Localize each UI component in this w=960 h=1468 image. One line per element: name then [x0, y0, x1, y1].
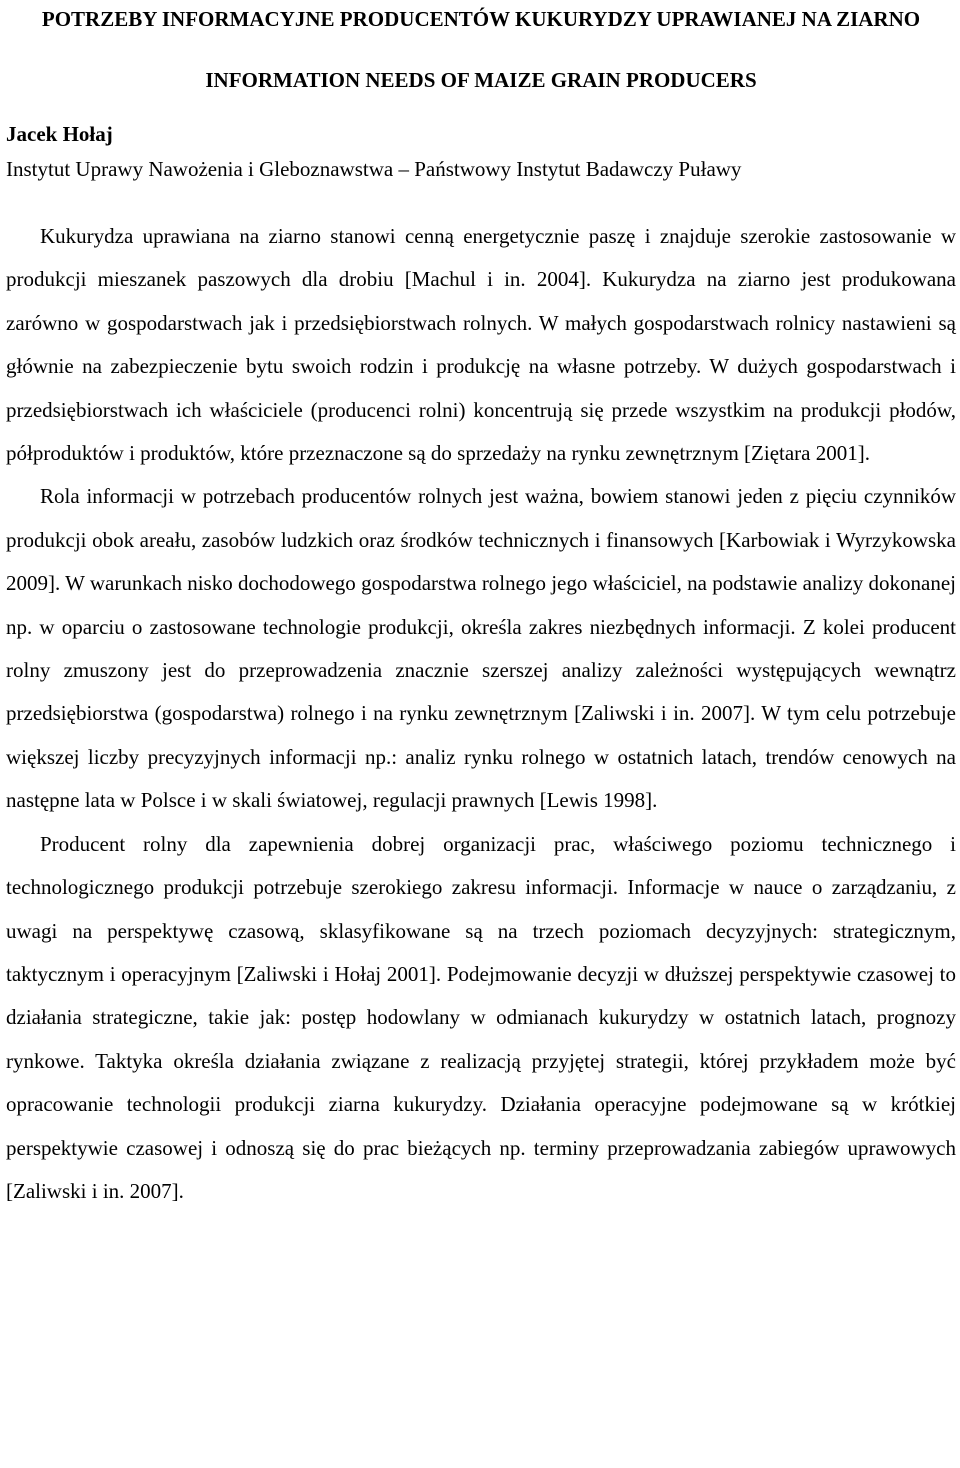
document-page: [6, 0, 956, 1213]
title-english: INFORMATION NEEDS OF MAIZE GRAIN PRODUCERS: [205, 68, 757, 92]
article-body: [6, 215, 956, 1213]
paragraph-1: Kukurydza uprawiana na ziarno stanowi cenną energetycznie paszę i znajduje szerokie zastosowanie w produkcji mieszanek paszowych dla drobiu [Machul i in. 2004]. Kukurydza na ziarno jest produkowana zarówno w gospodarstwach jak i przedsiębiorstwach rolnych. W małych gospodarstwach rolnicy nastawieni są głównie na zabezpieczenie bytu swoich rodzin i produkcję na własne potrzeby. W dużych gospodarstwach i przedsiębiorstwach ich właściciele (producenci rolni) koncentrują się przede wszystkim na produkcji płodów, półproduktów i produktów, które przeznaczone są do sprzedaży na rynku zewnętrznym [Ziętara 2001].: [6, 224, 956, 466]
title-polish: POTRZEBY INFORMACYJNE PRODUCENTÓW KUKURYDZY UPRAWIANEJ NA ZIARNO: [41, 7, 921, 31]
paragraph-2: Rola informacji w potrzebach producentów rolnych jest ważna, bowiem stanowi jeden z pięciu czynników produkcji obok areału, zasobów ludzkich oraz środków technicznych i finansowych [Karbowiak i Wyrzykowska 2009]. W warunkach nisko dochodowego gospodarstwa rolnego jego właściciel, na podstawie analizy dokonanej np. w oparciu o zastosowane technologie produkcji, określa zakres niezbędnych informacji. Z kolei producent rolny zmuszony jest do przeprowadzenia znacznie szerszej analizy zależności występujących wewnątrz przedsiębiorstwa (gospodarstwa) rolnego i na rynku zewnętrznym [Zaliwski i in. 2007]. W tym celu potrzebuje większej liczby precyzyjnych informacji np.: analiz rynku rolnego w ostatnich latach, trendów cenowych na następne lata w Polsce i w skali światowej, regulacji prawnych [Lewis 1998].: [6, 484, 956, 813]
author-affiliation: Instytut Uprawy Nawożenia i Gleboznawstwa – Państwowy Instytut Badawczy Puławy: [6, 157, 742, 181]
author-name: Jacek Hołaj: [6, 122, 113, 146]
paragraph-3: Producent rolny dla zapewnienia dobrej organizacji prac, właściwego poziomu technicznego i technologicznego produkcji potrzebuje szerokiego zakresu informacji. Informacje w nauce o zarządzaniu, z uwagi na perspektywę czasową, sklasyfikowane są na trzech poziomach decyzyjnych: strategicznym, taktycznym i operacyjnym [Zaliwski i Hołaj 2001]. Podejmowanie decyzji w dłuższej perspektywie czasowej to działania strategiczne, takie jak: postęp hodowlany w odmianach kukurydzy w ostatnich latach, prognozy rynkowe. Taktyka określa działania związane z realizacją przyjętej strategii, której przykładem może być opracowanie technologii produkcji ziarna kukurydzy. Działania operacyjne podejmowane są w krótkiej perspektywie czasowej i odnoszą się do prac bieżących np. terminy przeprowadzania zabiegów uprawowych [Zaliwski i in. 2007].: [6, 831, 956, 1203]
